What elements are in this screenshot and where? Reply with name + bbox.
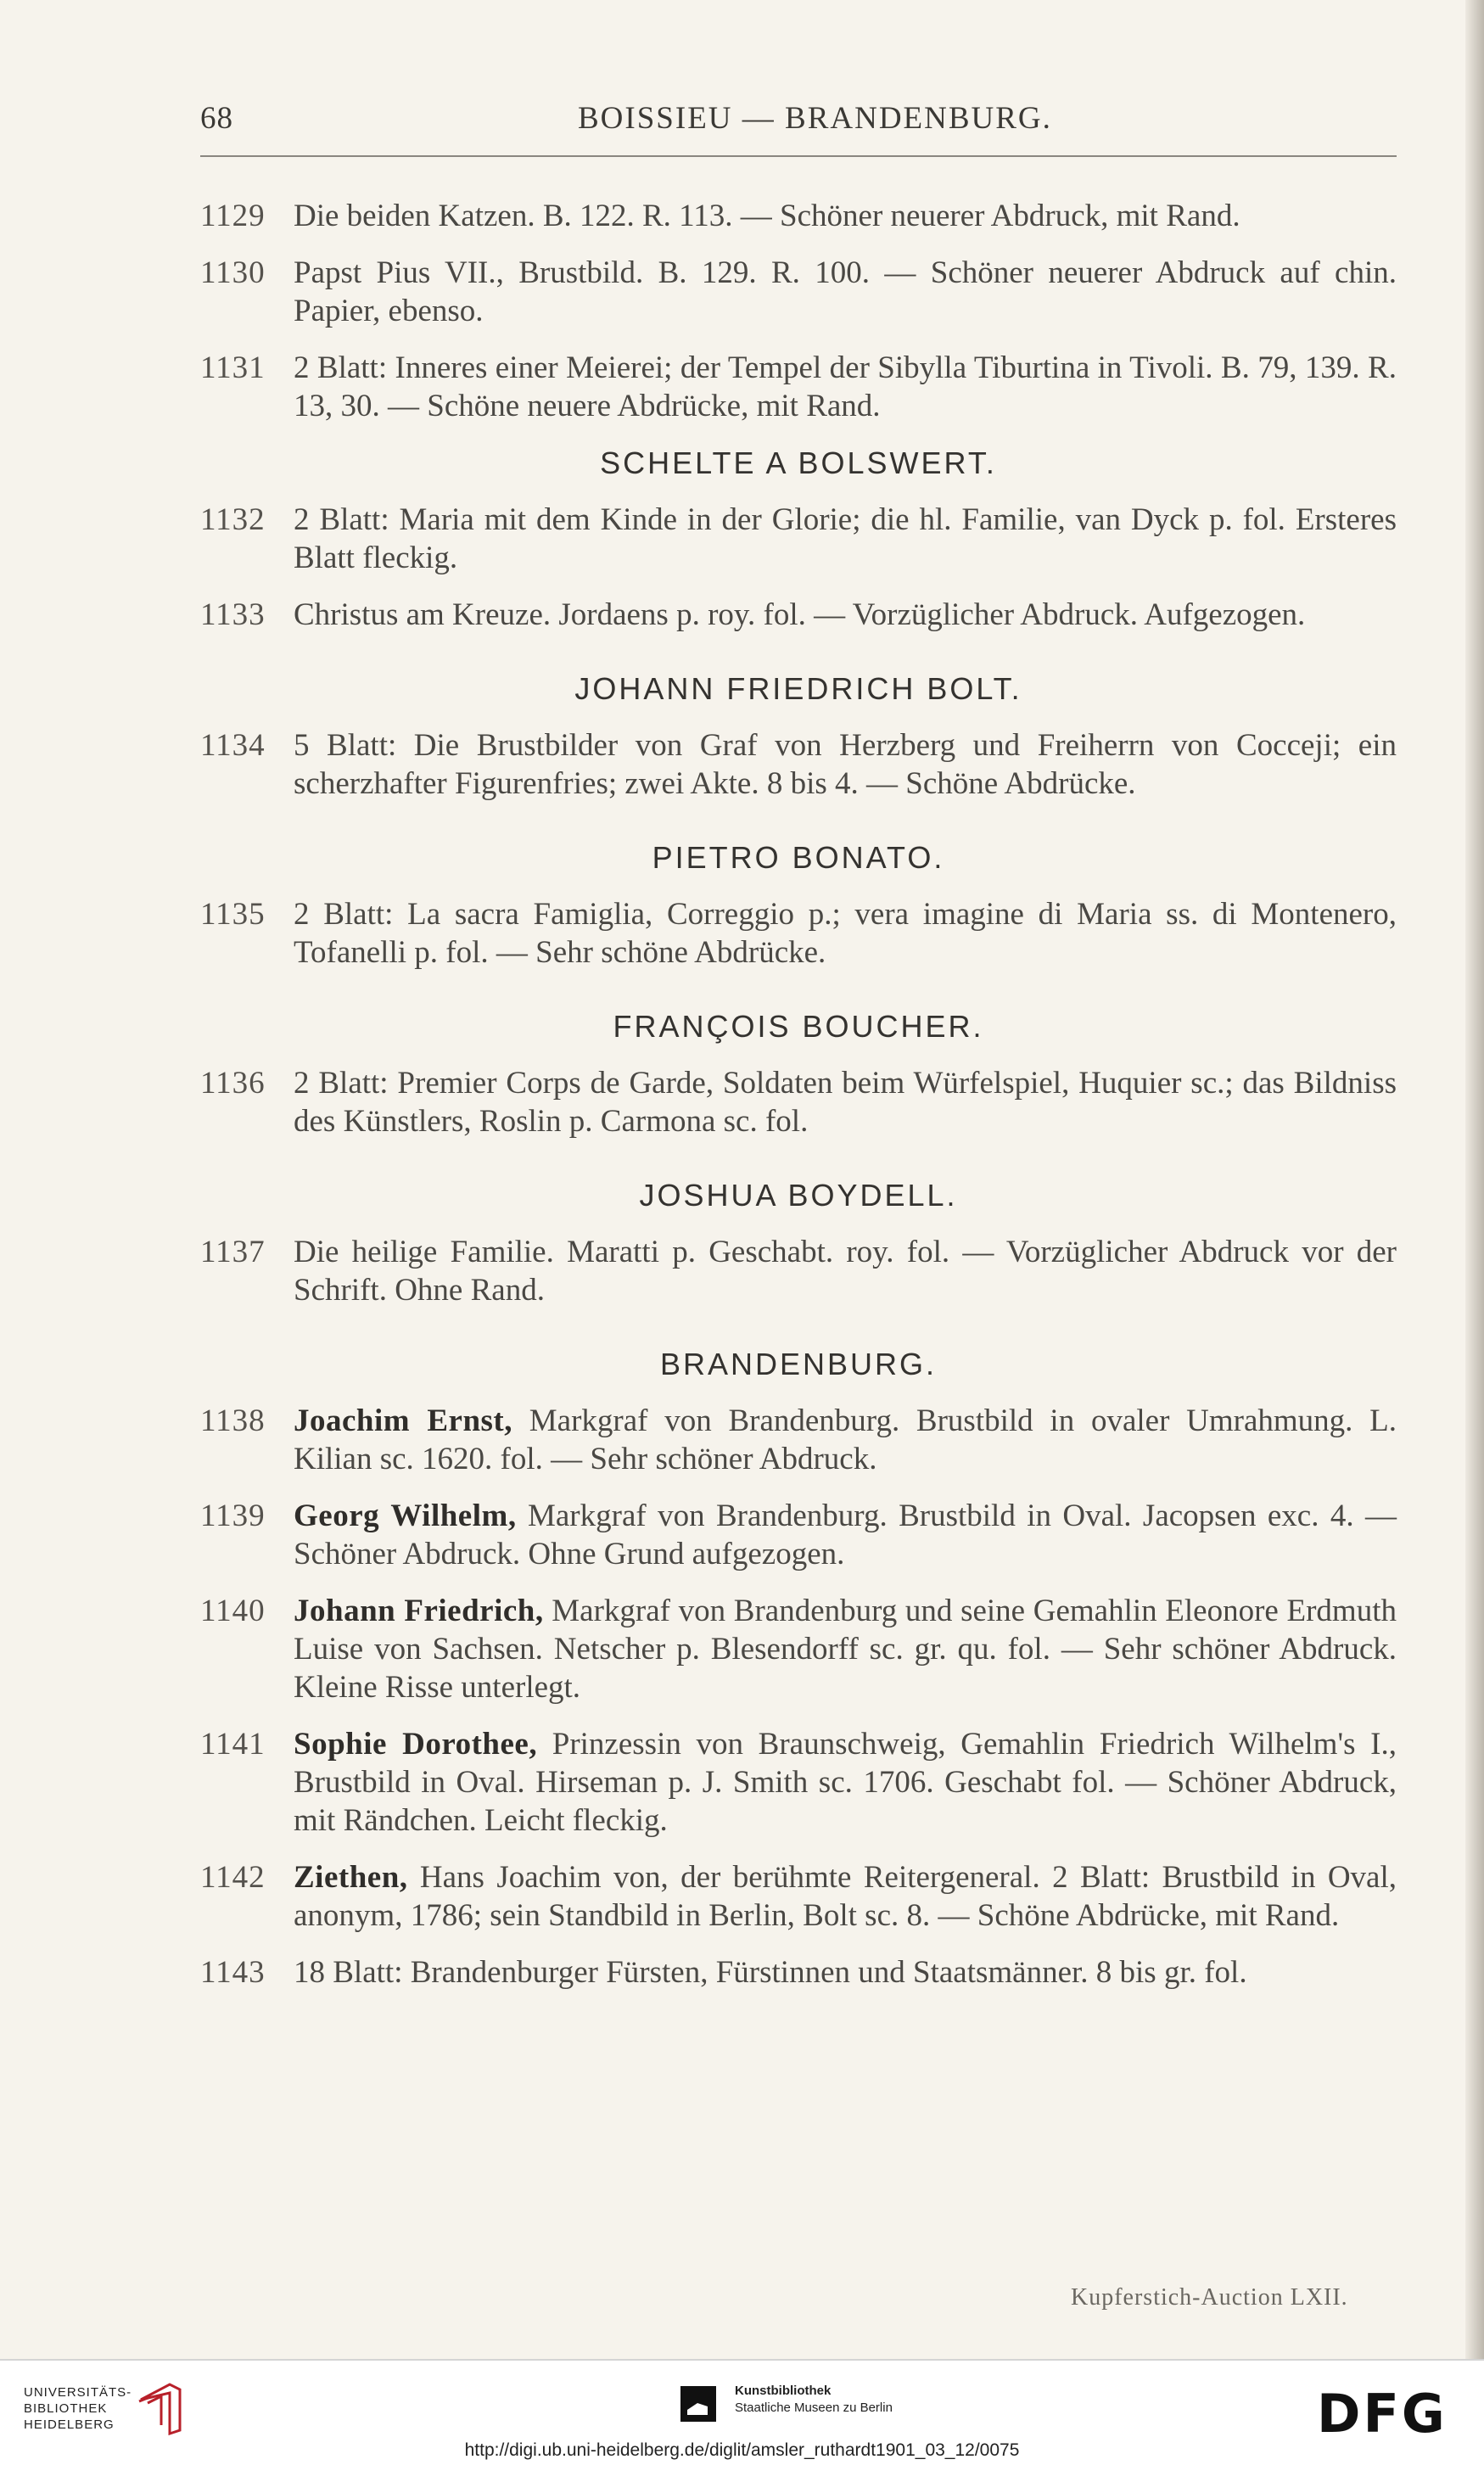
entry-subject-name: Ziethen, bbox=[294, 1860, 408, 1895]
lot-number: 1129 bbox=[200, 199, 266, 233]
lot-number: 1132 bbox=[200, 502, 266, 537]
section-heading: BRANDENBURG. bbox=[659, 1347, 938, 1381]
catalog-entry bbox=[200, 1064, 1397, 1140]
catalog-entry bbox=[200, 1233, 1397, 1309]
entry-text bbox=[294, 1592, 1397, 1706]
lot-number: 1139 bbox=[200, 1499, 266, 1533]
entry-description: Christus am Kreuze. Jordaens p. roy. fol. — Vorzüglicher Abdruck. Aufgezogen. bbox=[294, 597, 1306, 632]
catalog-entry bbox=[200, 1592, 1397, 1706]
entry-description: 5 Blatt: Die Brustbilder von Graf von Herzberg und Freiherrn von Cocceji; ein scherzhafter Figurenfries; zwei Akte. 8 bis 4. — Schöne Abdrücke. bbox=[294, 728, 1397, 801]
dfg-logo: DFG bbox=[1317, 2383, 1448, 2445]
signature-mark: Kupferstich-Auction LXII. bbox=[1071, 2284, 1348, 2311]
catalog-entry bbox=[200, 1725, 1397, 1840]
entry-subject-name: Sophie Dorothee, bbox=[294, 1727, 538, 1762]
entry-description: Papst Pius VII., Brustbild. B. 129. R. 100. — Schöner neuerer Abdruck auf chin. Papier, ebenso. bbox=[294, 255, 1397, 328]
lot-number: 1135 bbox=[200, 897, 266, 932]
entry-text bbox=[294, 596, 1397, 634]
catalog-content bbox=[200, 197, 1397, 2010]
entry-text bbox=[294, 895, 1397, 972]
entry-description: 2 Blatt: Maria mit dem Kinde in der Glorie; die hl. Familie, van Dyck p. fol. Ersteres Blatt fleckig. bbox=[294, 502, 1397, 575]
catalog-entry bbox=[200, 1858, 1397, 1935]
section-heading: SCHELTE A BOLSWERT. bbox=[600, 445, 997, 480]
entry-text bbox=[294, 1233, 1397, 1309]
source-url[interactable]: http://digi.ub.uni-heidelberg.de/diglit/amsler_ruthardt1901_03_12/0075 bbox=[464, 2440, 1020, 2460]
entry-description: 2 Blatt: La sacra Famiglia, Correggio p.; vera imagine di Maria ss. di Montenero, Tofanelli p. fol. — Sehr schöne Abdrücke. bbox=[294, 897, 1397, 970]
entry-text bbox=[294, 197, 1397, 235]
entry-text bbox=[294, 1725, 1397, 1840]
entry-text bbox=[294, 1497, 1397, 1573]
university-logo-icon bbox=[136, 2381, 185, 2435]
entry-description: Die beiden Katzen. B. 122. R. 113. — Schöner neuerer Abdruck, mit Rand. bbox=[294, 199, 1240, 233]
lot-number: 1140 bbox=[200, 1594, 266, 1628]
entry-text bbox=[294, 1064, 1397, 1140]
section-heading: JOSHUA BOYDELL. bbox=[639, 1178, 958, 1213]
lot-number: 1130 bbox=[200, 255, 266, 290]
catalog-entry bbox=[200, 596, 1397, 634]
entry-description: Markgraf von Brandenburg. Brustbild in ovaler Umrahmung. L. Kilian sc. 1620. fol. — Sehr schöner Abdruck. bbox=[294, 1403, 1397, 1476]
page-header-title: BOISSIEU — BRANDENBURG. bbox=[578, 101, 1052, 136]
catalog-entry bbox=[200, 1497, 1397, 1573]
university-line-3: HEIDELBERG bbox=[24, 2417, 115, 2432]
section-heading: PIETRO BONATO. bbox=[652, 840, 945, 875]
catalog-entry bbox=[200, 349, 1397, 425]
entry-subject-name: Joachim Ernst, bbox=[294, 1403, 512, 1438]
kunstbibliothek-text bbox=[735, 2383, 893, 2417]
entry-text bbox=[294, 1953, 1397, 1992]
catalog-entry bbox=[200, 1953, 1397, 1992]
entry-description: Hans Joachim von, der berühmte Reitergeneral. 2 Blatt: Brustbild in Oval, anonym, 1786; sein Standbild in Berlin, Bolt sc. 8. — Schöne Abdrücke, mit Rand. bbox=[294, 1860, 1397, 1933]
lot-number: 1142 bbox=[200, 1860, 266, 1895]
digitization-footer bbox=[0, 2359, 1484, 2465]
catalog-entry bbox=[200, 1402, 1397, 1478]
entry-text bbox=[294, 349, 1397, 425]
footer-divider bbox=[0, 2359, 1484, 2361]
lot-number: 1138 bbox=[200, 1403, 266, 1438]
university-line-1: UNIVERSITÄTS- bbox=[24, 2385, 132, 2400]
running-head bbox=[200, 100, 1397, 151]
catalog-entry bbox=[200, 197, 1397, 235]
university-line-2: BIBLIOTHEK bbox=[24, 2401, 108, 2416]
lot-number: 1133 bbox=[200, 597, 266, 632]
entry-subject-name: Johann Friedrich, bbox=[294, 1594, 544, 1628]
lot-number: 1134 bbox=[200, 728, 266, 763]
section-heading: FRANÇOIS BOUCHER. bbox=[613, 1009, 984, 1044]
entry-description: 2 Blatt: Inneres einer Meierei; der Tempel der Sibylla Tiburtina in Tivoli. B. 79, 139. R. 13, 30. — Schöne neuere Abdrücke, mit Rand. bbox=[294, 350, 1397, 423]
header-rule bbox=[200, 155, 1397, 157]
lot-number: 1131 bbox=[200, 350, 266, 385]
lot-number: 1143 bbox=[200, 1955, 266, 1990]
catalog-entry bbox=[200, 254, 1397, 330]
section-heading: JOHANN FRIEDRICH BOLT. bbox=[574, 671, 1022, 706]
library-subtitle: Staatliche Museen zu Berlin bbox=[735, 2401, 893, 2415]
catalog-entry bbox=[200, 501, 1397, 577]
library-name: Kunstbibliothek bbox=[735, 2384, 832, 2398]
entry-text bbox=[294, 254, 1397, 330]
entry-subject-name: Georg Wilhelm, bbox=[294, 1499, 517, 1533]
university-library-text bbox=[24, 2384, 132, 2433]
entry-description: Prinzessin von Braunschweig, Gemahlin Friedrich Wilhelm's I., Brustbild in Oval. Hirseman p. J. Smith sc. 1706. Geschabt fol. — Schöner Abdruck, mit Rändchen. Leicht fleckig. bbox=[294, 1727, 1397, 1838]
lot-number: 1137 bbox=[200, 1235, 266, 1269]
page-number: 68 bbox=[200, 101, 233, 136]
entry-description: 18 Blatt: Brandenburger Fürsten, Fürstinnen und Staatsmänner. 8 bis gr. fol. bbox=[294, 1955, 1247, 1990]
kunstbibliothek-logo-icon bbox=[679, 2384, 718, 2423]
entry-description: Die heilige Familie. Maratti p. Geschabt. roy. fol. — Vorzüglicher Abdruck vor der Schrift. Ohne Rand. bbox=[294, 1235, 1397, 1308]
entry-text bbox=[294, 1402, 1397, 1478]
entry-text bbox=[294, 1858, 1397, 1935]
lot-number: 1136 bbox=[200, 1066, 266, 1101]
entry-description: Markgraf von Brandenburg und seine Gemahlin Eleonore Erdmuth Luise von Sachsen. Netscher p. Blesendorff sc. gr. qu. fol. — Sehr schöner Abdruck. Kleine Risse unterlegt. bbox=[294, 1594, 1397, 1705]
entry-text bbox=[294, 726, 1397, 803]
catalog-entry bbox=[200, 726, 1397, 803]
lot-number: 1141 bbox=[200, 1727, 266, 1762]
catalog-entry bbox=[200, 895, 1397, 972]
entry-description: Markgraf von Brandenburg. Brustbild in Oval. Jacopsen exc. 4. — Schöner Abdruck. Ohne Grund aufgezogen. bbox=[294, 1499, 1397, 1571]
entry-description: 2 Blatt: Premier Corps de Garde, Soldaten beim Würfelspiel, Huquier sc.; das Bildniss des Künstlers, Roslin p. Carmona sc. fol. bbox=[294, 1066, 1397, 1139]
entry-text bbox=[294, 501, 1397, 577]
